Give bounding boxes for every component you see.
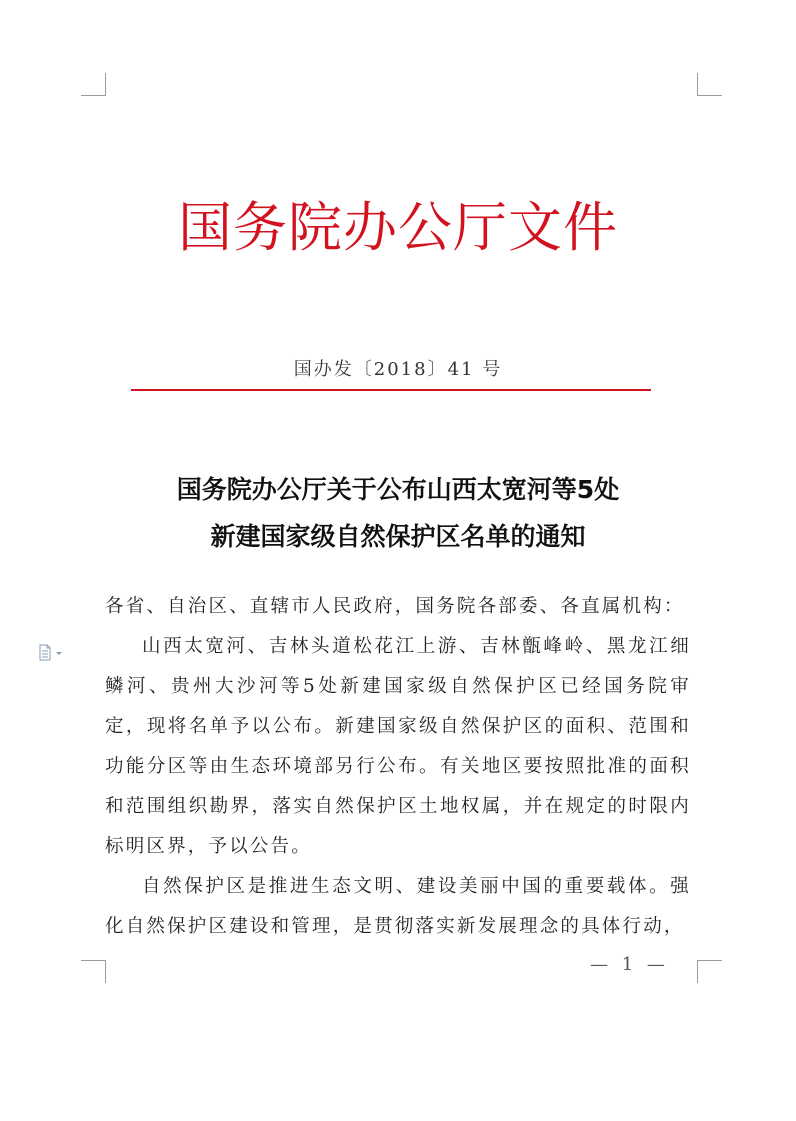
page-number: — 1 — [590, 954, 669, 975]
crop-mark-top-left [81, 73, 106, 96]
header-title: 国务院办公厅文件 [178, 196, 618, 259]
document-number: 国办发〔2018〕41 号 [293, 359, 503, 380]
paragraph-2: 自然保护区是推进生态文明、建设美丽中国的重要载体。强化自然保护区建设和管理，是贯彻落实新发展理念的具体行动， [105, 876, 691, 937]
paragraph-1: 山西太宽河、吉林头道松花江上游、吉林甑峰岭、黑龙江细鳞河、贵州大沙河等5处新建国家级自然保护区已经国务院审定，现将名单予以公布。新建国家级自然保护区的面积、范围和功能分区等由生态环境部另行公布。有关地区要按照批准的面积和范围组织勘界，落实自然保护区土地权属，并在规定的时限内标明区界，予以公告。 [105, 636, 691, 857]
document-title [105, 466, 691, 560]
document-options-icon[interactable] [38, 644, 66, 662]
crop-mark-bottom-left [81, 960, 106, 983]
document-body [105, 587, 691, 947]
crop-mark-bottom-right [697, 960, 722, 983]
red-divider [131, 389, 651, 391]
crop-mark-top-right [697, 73, 722, 96]
salutation: 各省、自治区、直辖市人民政府，国务院各部委、各直属机构： [105, 596, 685, 617]
document-title-line-1: 国务院办公厅关于公布山西太宽河等5处 [176, 475, 620, 504]
document-title-line-2: 新建国家级自然保护区名单的通知 [210, 522, 586, 551]
